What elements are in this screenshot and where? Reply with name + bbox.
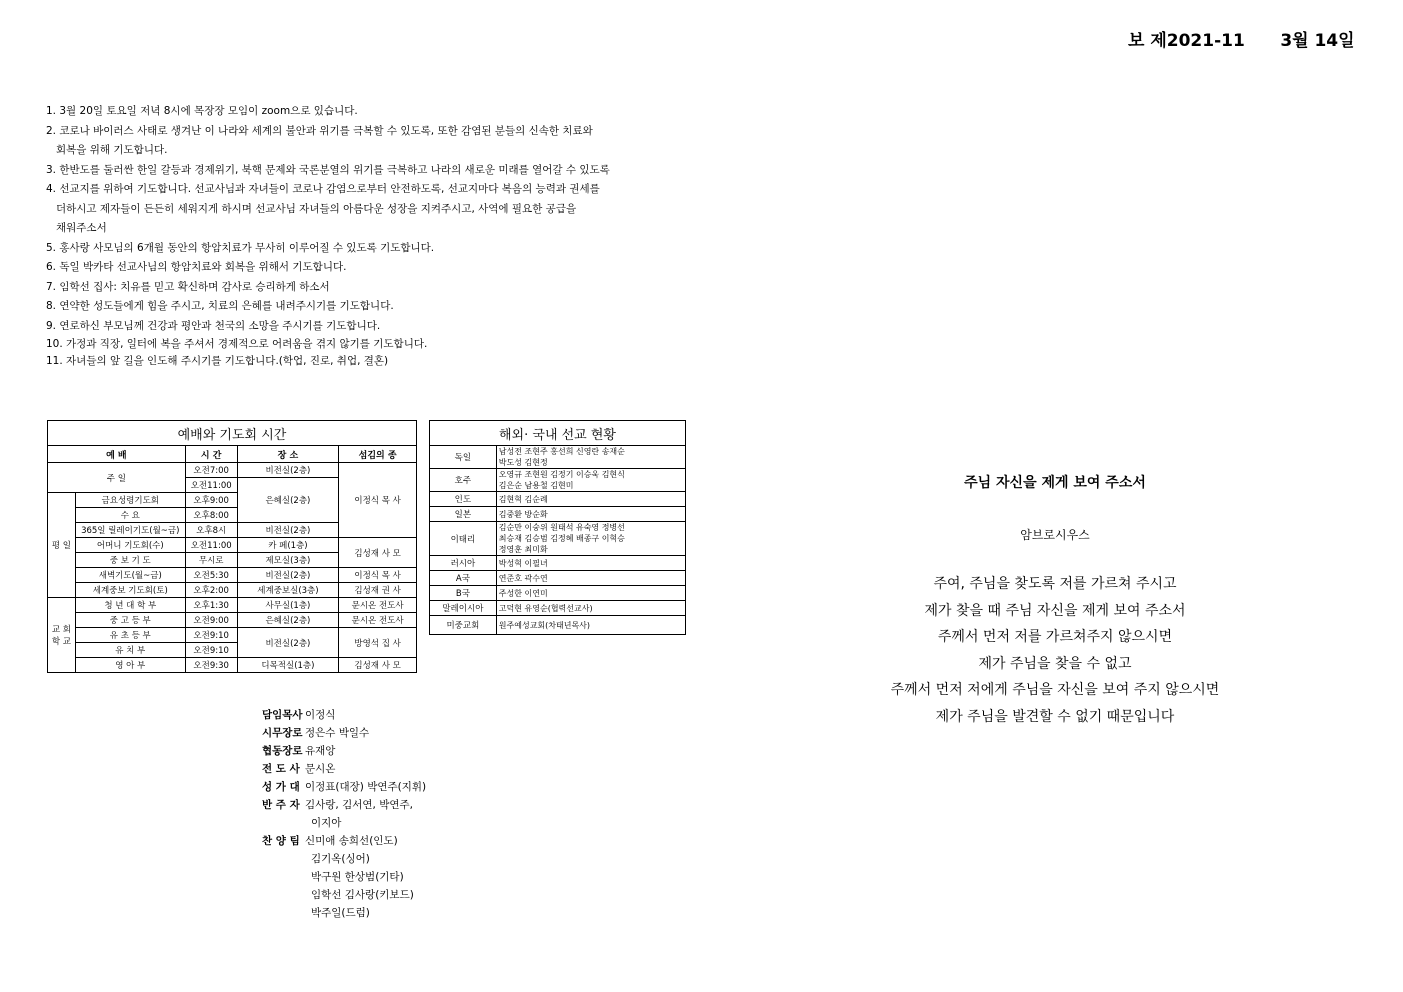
- mission-names: 남성전 조현주 홍선희 신영란 송재순 박도성 김현정: [496, 446, 685, 469]
- staff-role: 담임목사: [262, 709, 303, 721]
- service-servant: 김성재 사 모: [339, 658, 417, 673]
- service-time: 오후8시: [185, 523, 237, 538]
- prayer-item: 9. 연로하신 부모님께 건강과 평안과 천국의 소망을 주시기를 기도합니다.: [46, 319, 381, 332]
- service-place: 은혜실(2층): [237, 478, 339, 523]
- prayer-item: 7. 임학선 집사: 치유를 믿고 확신하며 감사로 승리하게 하소서: [46, 280, 330, 293]
- staff-role: 협동장로: [262, 745, 303, 757]
- staff-row: [262, 832, 426, 850]
- staff-names: 정은수 박일수: [305, 727, 370, 739]
- service-name: 금요성령기도회: [75, 493, 185, 508]
- bulletin-date: 3월 14일: [1280, 31, 1355, 51]
- bulletin-header: [1128, 26, 1355, 51]
- mission-place: 미중교회: [430, 616, 497, 635]
- service-servant: 문시온 전도사: [339, 598, 417, 613]
- table-row: [430, 522, 686, 556]
- mission-names: 원주예성교회(차태년목사): [496, 616, 685, 635]
- poem-line: 주여, 주님을 찾도록 저를 가르쳐 주시고: [933, 576, 1177, 592]
- staff-names: 신미애 송희선(인도): [305, 835, 398, 847]
- prayer-item: 6. 독일 박카타 선교사님의 항암치료와 회복을 위해서 기도합니다.: [46, 261, 347, 273]
- group-label-weekday: 평 일: [48, 493, 76, 598]
- service-place: 비전실(2층): [237, 463, 339, 478]
- service-time: 오후8:00: [185, 508, 237, 523]
- staff-role: 성 가 대: [262, 781, 300, 793]
- prayer-list: [46, 102, 696, 370]
- service-servant: 김성재 권 사: [339, 583, 417, 598]
- service-servant: 이정식 목 사: [339, 463, 417, 538]
- service-name: 중 보 기 도: [75, 553, 185, 568]
- mission-names: 고덕현 유영순(협력선교사): [496, 601, 685, 616]
- table-row: [48, 463, 417, 478]
- staff-row: [262, 760, 426, 778]
- prayer-item-continuation: 채워주소서: [56, 222, 107, 234]
- service-name: 청 년 대 학 부: [75, 598, 185, 613]
- poem-line: 주께서 먼저 저를 가르쳐주지 않으시면: [937, 629, 1173, 645]
- table-row: [48, 628, 417, 643]
- staff-names: 이정표(대장) 박연주(지휘): [305, 781, 427, 793]
- mission-names: 박성혁 이필녀: [496, 556, 685, 571]
- poem-line: 제가 찾을 때 주님 자신을 제게 보여 주소서: [924, 602, 1186, 619]
- mission-names: 김현혁 김순례: [496, 492, 685, 507]
- table-row: [430, 469, 686, 492]
- poem-title: 주님 자신을 제게 보여 주소서: [964, 475, 1146, 491]
- service-place: 세계중보실(3층): [237, 583, 339, 598]
- staff-row: [262, 796, 426, 814]
- staff-role: 찬 양 팀: [262, 835, 300, 847]
- mission-place: 러시아: [430, 556, 497, 571]
- mission-place: 호주: [430, 469, 497, 492]
- table-row: [430, 601, 686, 616]
- service-name: 중 고 등 부: [75, 613, 185, 628]
- table-row: [430, 507, 686, 522]
- worship-table-title: 예배와 기도회 시간: [48, 421, 417, 446]
- staff-names: 유재앙: [305, 745, 336, 757]
- prayer-item: 1. 3월 20일 토요일 저녁 8시에 목장장 모임이 zoom으로 있습니다.: [46, 105, 358, 117]
- staff-names-continued: 임학선 김사랑(키보드): [311, 889, 414, 901]
- staff-row: [262, 742, 426, 760]
- staff-list: [262, 706, 426, 922]
- service-time: 오전5:30: [185, 568, 237, 583]
- mission-place: B국: [430, 586, 497, 601]
- table-row: [48, 538, 417, 553]
- table-row: [430, 586, 686, 601]
- table-row: [430, 492, 686, 507]
- prayer-item-continuation: 더하시고 제자들이 든든히 세워지게 하시며 선교사님 자녀들의 아름다운 성장을 지켜주시고, 사역에 필요한 공급을: [56, 202, 577, 215]
- mission-names: 연준호 곽수연: [496, 571, 685, 586]
- mission-place: 일본: [430, 507, 497, 522]
- mission-names: 오영규 조현원 김정기 이승욱 김현식 김은순 남용철 김현미: [496, 469, 685, 492]
- staff-row: [262, 706, 426, 724]
- poem: [830, 472, 1280, 730]
- staff-names: 김사랑, 김서연, 박연주,: [305, 799, 413, 811]
- mission-names: 주성한 이연미: [496, 586, 685, 601]
- service-time: 오전11:00: [185, 478, 237, 493]
- service-place: 비전실(2층): [237, 523, 339, 538]
- staff-role: 전 도 사: [262, 763, 300, 775]
- mission-place: A국: [430, 571, 497, 586]
- staff-names-continued: 박구원 한상범(기타): [311, 871, 404, 883]
- prayer-item: 4. 선교지를 위하여 기도합니다. 선교사님과 자녀들이 코로나 감염으로부터 안전하도록, 선교지마다 복음의 능력과 권세를: [46, 183, 600, 195]
- service-name: 세계중보 기도회(토): [75, 583, 185, 598]
- table-row: [430, 616, 686, 635]
- col-header-place: 장 소: [237, 446, 339, 463]
- service-servant: 이정식 목 사: [339, 568, 417, 583]
- table-row: [48, 568, 417, 583]
- table-row: [48, 613, 417, 628]
- service-place: 은혜실(2층): [237, 613, 339, 628]
- prayer-item: 11. 자녀들의 앞 길을 인도해 주시기를 기도합니다.(학업, 진로, 취업, 결혼): [46, 355, 389, 367]
- service-time: 오전9:00: [185, 613, 237, 628]
- mission-names: 김순만 이숭위 원태석 유숙영 정병선 최승재 김승범 김정혜 배종구 이혁승 정영훈 최미화: [496, 522, 685, 556]
- group-label-school: 교 회 학 교: [48, 598, 76, 673]
- poem-line: 제가 주님을 찾을 수 없고: [978, 655, 1132, 672]
- staff-names: 문시온: [305, 763, 336, 775]
- mission-table-title: 해외· 국내 선교 현황: [430, 421, 686, 446]
- poem-line: 주께서 먼저 저에게 주님을 자신을 보여 주지 않으시면: [890, 682, 1220, 698]
- service-place: 카 페(1층): [237, 538, 339, 553]
- service-time: 오전9:30: [185, 658, 237, 673]
- service-name: 어머니 기도회(수): [75, 538, 185, 553]
- table-row: [48, 583, 417, 598]
- service-time: 오후1:30: [185, 598, 237, 613]
- service-name: 365일 릴레이기도(월~금): [75, 523, 185, 538]
- staff-row: [262, 724, 426, 742]
- service-time: 무시로: [185, 553, 237, 568]
- staff-names-continued: 박주일(드럼): [311, 907, 370, 919]
- prayer-item: 2. 코로나 바이러스 사태로 생겨난 이 나라와 세계의 불안과 위기를 극복할 수 있도록, 또한 감염된 분들의 신속한 치료와: [46, 124, 593, 137]
- table-row: [430, 446, 686, 469]
- staff-names-continued: 김기옥(싱어): [311, 853, 370, 865]
- mission-names: 김중환 방순화: [496, 507, 685, 522]
- table-row: [430, 571, 686, 586]
- service-servant: 김성재 사 모: [339, 538, 417, 568]
- prayer-item: 3. 한반도를 둘러싼 한일 갈등과 경제위기, 북핵 문제와 국론분열의 위기를 극복하고 나라의 새로운 미래를 열어갈 수 있도록: [46, 163, 610, 176]
- service-name: 새벽기도(월~금): [75, 568, 185, 583]
- service-name: 유 초 등 부: [75, 628, 185, 643]
- service-time: 오전9:10: [185, 628, 237, 643]
- staff-names: 이정식: [305, 709, 336, 721]
- staff-role: 시무장로: [262, 727, 303, 739]
- worship-schedule-table: [47, 420, 417, 673]
- staff-role: 반 주 자: [262, 799, 300, 811]
- mission-place: 독일: [430, 446, 497, 469]
- service-place: 디목적실(1층): [237, 658, 339, 673]
- prayer-item: 5. 홍사랑 사모님의 6개월 동안의 항암치료가 무사히 이루어질 수 있도록 기도합니다.: [46, 241, 435, 254]
- mission-place: 이태리: [430, 522, 497, 556]
- service-name: 수 요: [75, 508, 185, 523]
- issue-number: 보 제2021-11: [1128, 31, 1245, 51]
- service-time: 오후9:00: [185, 493, 237, 508]
- service-servant: 문시온 전도사: [339, 613, 417, 628]
- table-row: [430, 556, 686, 571]
- mission-place: 말레이시아: [430, 601, 497, 616]
- col-header-time: 시 간: [185, 446, 237, 463]
- col-header-servant: 섬김의 종: [339, 446, 417, 463]
- service-place: 비전실(2층): [237, 568, 339, 583]
- service-time: 오후2:00: [185, 583, 237, 598]
- service-place: 비전실(2층): [237, 628, 339, 658]
- mission-status-table: [429, 420, 686, 635]
- service-name: 유 치 부: [75, 643, 185, 658]
- prayer-item: 8. 연약한 성도들에게 힘을 주시고, 치료의 은혜를 내려주시기를 기도합니다.: [46, 300, 394, 312]
- prayer-item-continuation: 회복을 위해 기도합니다.: [56, 144, 168, 156]
- poem-author: 암브로시우스: [1020, 528, 1090, 542]
- service-place: 사무실(1층): [237, 598, 339, 613]
- service-name: 영 아 부: [75, 658, 185, 673]
- table-row: [48, 658, 417, 673]
- service-servant: 방영석 집 사: [339, 628, 417, 658]
- mission-place: 인도: [430, 492, 497, 507]
- staff-names-continued: 이지아: [311, 817, 342, 829]
- service-time: 오전11:00: [185, 538, 237, 553]
- prayer-item: 10. 가정과 직장, 일터에 복을 주셔서 경제적으로 어려움을 겪지 않기를 기도합니다.: [46, 338, 428, 350]
- table-row: [48, 598, 417, 613]
- service-place: 제모실(3층): [237, 553, 339, 568]
- staff-row: [262, 778, 426, 796]
- service-time: 오전7:00: [185, 463, 237, 478]
- service-time: 오전9:10: [185, 643, 237, 658]
- service-name: 주 일: [48, 463, 186, 493]
- poem-line: 제가 주님을 발견할 수 없기 때문입니다: [935, 708, 1175, 725]
- col-header-service: 예 배: [48, 446, 186, 463]
